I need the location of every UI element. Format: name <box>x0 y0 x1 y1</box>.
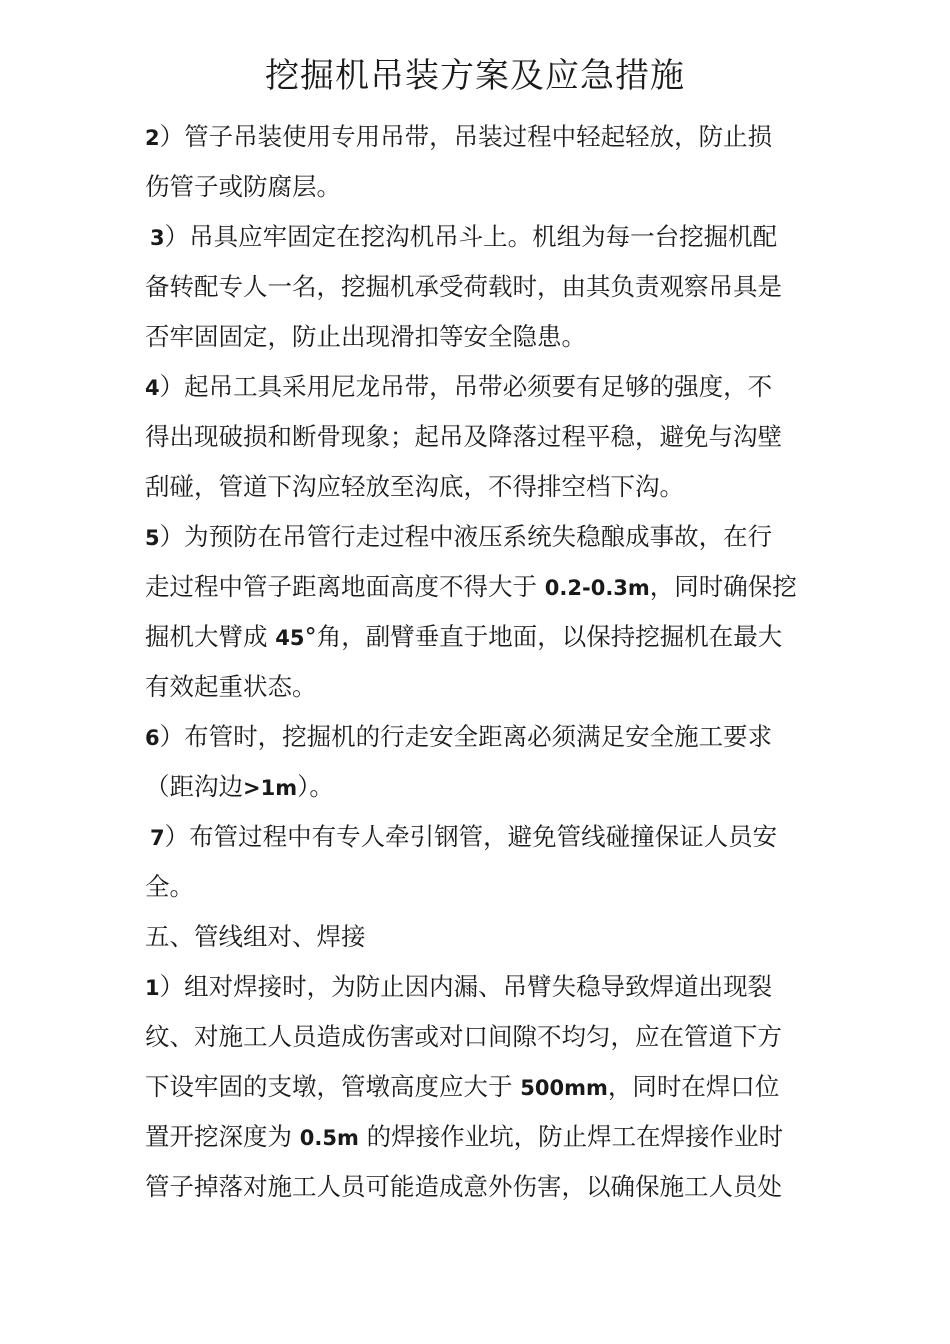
line-text: ，同时在焊口位 <box>607 1072 780 1101</box>
line-text: °角，副臂垂直于地面，以保持挖掘机在最大 <box>304 622 783 651</box>
line-text: ）布管时，挖掘机的行走安全距离必须满足安全施工要求 <box>159 722 773 751</box>
line-text: 管子掉落对施工人员可能造成意外伤害，以确保施工人员处 <box>145 1172 782 1201</box>
section-heading <box>145 912 835 962</box>
paragraph-line <box>145 962 835 1012</box>
line-text: 掘机大臂成 <box>145 622 276 651</box>
line-text: ）管子吊装使用专用吊带，吊装过程中轻起轻放，防止损 <box>159 122 773 151</box>
item-number: 5 <box>145 526 160 550</box>
line-text: ）为预防在吊管行走过程中液压系统失稳酿成事故，在行 <box>159 522 773 551</box>
bold-value: >1m <box>243 776 298 800</box>
line-text: 备转配专人一名，挖掘机承受荷载时，由其负责观察吊具是 <box>145 272 782 301</box>
line-text: 走过程中管子距离地面高度不得大于 <box>145 572 545 601</box>
section-heading-text: 五、管线组对、焊接 <box>145 922 366 951</box>
line-text: 纹、对施工人员造成伤害或对口间隙不均匀，应在管道下方 <box>145 1022 782 1051</box>
line-text: ）布管过程中有专人牵引钢管，避免管线碰撞保证人员安 <box>164 822 778 851</box>
line-text: （距沟边 <box>145 772 243 801</box>
bold-value: 45 <box>275 626 305 650</box>
line-text: ）起吊工具采用尼龙吊带，吊带必须要有足够的强度，不 <box>159 372 773 401</box>
paragraph-line <box>145 362 835 412</box>
paragraph-line <box>145 312 835 362</box>
paragraph-line <box>145 462 835 512</box>
paragraph-line <box>145 1062 835 1112</box>
paragraph-line <box>145 1012 835 1062</box>
paragraph-line <box>145 1112 835 1162</box>
paragraph-line <box>145 212 835 262</box>
paragraph-line <box>145 662 835 712</box>
paragraph-line <box>145 112 835 162</box>
bold-value: 0.5m <box>299 1126 359 1150</box>
line-text: 得出现破损和断骨现象；起吊及降落过程平稳，避免与沟壁 <box>145 422 782 451</box>
line-text: 下设牢固的支墩，管墩高度应大于 <box>145 1072 521 1101</box>
item-number: 2 <box>145 126 160 150</box>
paragraph-line <box>145 562 835 612</box>
document-body <box>145 112 835 1212</box>
document-title: 挖掘机吊装方案及应急措施 <box>265 56 685 96</box>
line-text: 否牢固固定，防止出现滑扣等安全隐患。 <box>145 322 586 351</box>
item-number: 4 <box>145 376 160 400</box>
item-number: 6 <box>145 726 160 750</box>
line-text: 刮碰，管道下沟应轻放至沟底，不得排空档下沟。 <box>145 472 684 501</box>
paragraph-line <box>145 512 835 562</box>
paragraph-line <box>145 612 835 662</box>
bold-value: 500mm <box>520 1076 608 1100</box>
paragraph-line <box>145 262 835 312</box>
line-text: 有效起重状态。 <box>145 672 317 701</box>
paragraph-line <box>145 712 835 762</box>
line-text: 全。 <box>145 872 194 901</box>
line-text: 置开挖深度为 <box>145 1122 300 1151</box>
paragraph-line <box>145 812 835 862</box>
paragraph-line <box>145 762 835 812</box>
item-number: 3 <box>150 226 165 250</box>
line-text: 伤管子或防腐层。 <box>145 172 341 201</box>
paragraph-line <box>145 862 835 912</box>
line-text: ）组对焊接时，为防止因内漏、吊臂失稳导致焊道出现裂 <box>159 972 773 1001</box>
line-text: ，同时确保挖 <box>649 572 797 601</box>
paragraph-line <box>145 1162 835 1212</box>
item-number: 1 <box>145 976 160 1000</box>
paragraph-line <box>145 412 835 462</box>
line-text: ）吊具应牢固定在挖沟机吊斗上。机组为每一台挖掘机配 <box>164 222 778 251</box>
paragraph-line <box>145 162 835 212</box>
line-text: 的焊接作业坑，防止焊工在焊接作业时 <box>358 1122 784 1151</box>
bold-value: 0.2-0.3m <box>544 576 650 600</box>
line-text: ）。 <box>297 772 334 801</box>
item-number: 7 <box>150 826 165 850</box>
